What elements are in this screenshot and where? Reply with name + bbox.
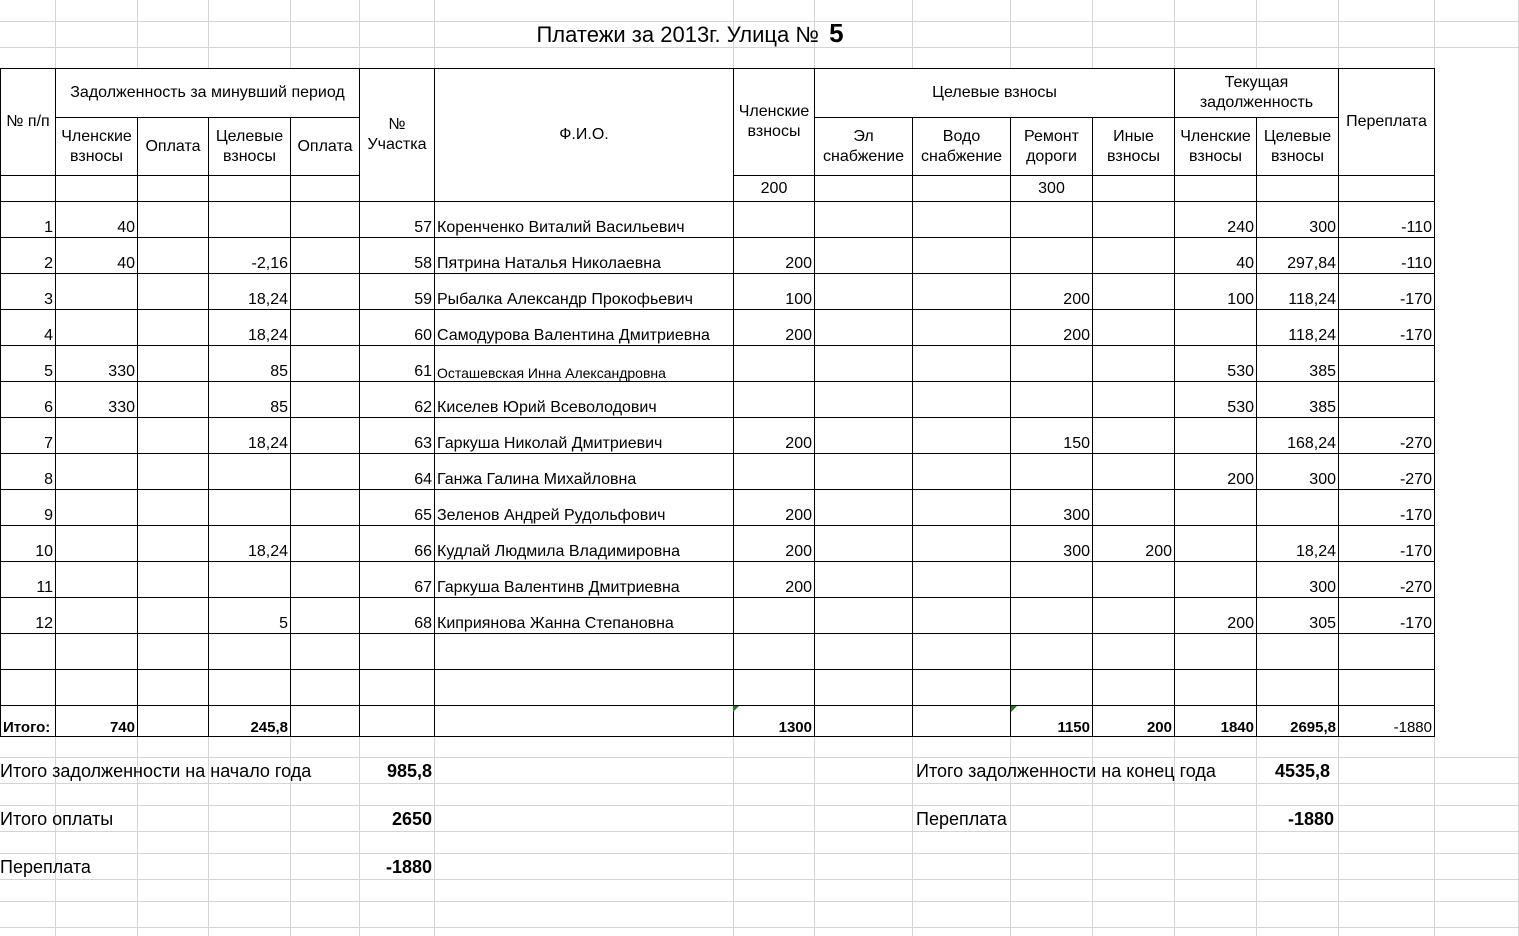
cell[interactable] (1175, 176, 1257, 202)
row-num-cell[interactable]: 5 (1, 346, 56, 382)
other-fees-cell[interactable] (1093, 454, 1175, 490)
table-row (1, 454, 1435, 490)
header-el[interactable]: Эл снабжение (815, 118, 913, 176)
debt-pay1-cell[interactable] (138, 238, 209, 274)
cell[interactable] (913, 176, 1011, 202)
water-supply-cell[interactable] (913, 670, 1011, 706)
water-supply-cell[interactable] (913, 274, 1011, 310)
cur-member-cell[interactable] (1175, 490, 1257, 526)
table-row (1, 274, 1435, 310)
header-num[interactable]: № п/п (1, 69, 56, 176)
total-empty-cell[interactable] (291, 706, 360, 737)
header-cur-member[interactable]: Членские взносы (1175, 118, 1257, 176)
cell[interactable] (1257, 176, 1339, 202)
paid-label[interactable]: Итого оплаты (0, 809, 114, 829)
full-name-cell[interactable]: Осташевская Инна Александровна (435, 346, 734, 382)
cur-member-cell[interactable]: 100 (1175, 274, 1257, 310)
cell[interactable] (815, 176, 913, 202)
debt-target-cell[interactable] (209, 202, 291, 238)
cur-member-cell[interactable]: 530 (1175, 382, 1257, 418)
row-num-cell[interactable]: 3 (1, 274, 56, 310)
plot-number-cell[interactable]: 68 (360, 598, 435, 634)
payments-table (0, 68, 1435, 737)
plot-number-cell[interactable]: 58 (360, 238, 435, 274)
cur-target-cell[interactable]: 18,24 (1257, 526, 1339, 562)
cur-target-cell[interactable] (1257, 634, 1339, 670)
header-member-fees[interactable]: Членские взносы (734, 69, 815, 176)
cur-member-cell[interactable] (1175, 418, 1257, 454)
el-supply-cell[interactable] (815, 202, 913, 238)
cell[interactable] (291, 176, 360, 202)
overpay-right-label[interactable]: Переплата (916, 809, 1007, 829)
header-current-debt[interactable]: Текущая задолженность (1175, 69, 1339, 118)
member-fee-cell[interactable]: 200 (734, 490, 815, 526)
debt-member-cell[interactable]: 40 (56, 238, 138, 274)
road-repair-cell[interactable] (1011, 634, 1093, 670)
el-supply-cell[interactable] (815, 562, 913, 598)
debt-pay1-cell[interactable] (138, 418, 209, 454)
water-supply-cell[interactable] (913, 382, 1011, 418)
other-fees-cell[interactable]: 200 (1093, 526, 1175, 562)
debt-member-cell[interactable] (56, 490, 138, 526)
sheet-title (440, 18, 940, 49)
cur-target-cell[interactable]: 385 (1257, 382, 1339, 418)
debt-member-cell[interactable] (56, 526, 138, 562)
plot-number-cell[interactable]: 63 (360, 418, 435, 454)
road-repair-cell[interactable] (1011, 598, 1093, 634)
debt-pay1-cell[interactable] (138, 382, 209, 418)
total-dm-cell[interactable]: 740 (56, 706, 138, 737)
cur-target-cell[interactable]: 297,84 (1257, 238, 1339, 274)
plot-number-cell[interactable] (360, 634, 435, 670)
debt-member-cell[interactable]: 330 (56, 346, 138, 382)
debt-pay1-cell[interactable] (138, 670, 209, 706)
row-num-cell[interactable]: 4 (1, 310, 56, 346)
water-supply-cell[interactable] (913, 418, 1011, 454)
cur-target-cell[interactable]: 385 (1257, 346, 1339, 382)
el-supply-cell[interactable] (815, 418, 913, 454)
total-dt-cell[interactable]: 245,8 (209, 706, 291, 737)
debt-pay1-cell[interactable] (138, 454, 209, 490)
full-name-cell[interactable]: Рыбалка Александр Прокофьевич (435, 274, 734, 310)
plot-number-cell[interactable]: 57 (360, 202, 435, 238)
overpay-cell[interactable]: -270 (1339, 454, 1435, 490)
header-debt-pay1[interactable]: Оплата (138, 118, 209, 176)
member-fee-cell[interactable] (734, 634, 815, 670)
other-fees-cell[interactable] (1093, 598, 1175, 634)
debt-target-cell[interactable]: 85 (209, 382, 291, 418)
other-fees-cell[interactable] (1093, 418, 1175, 454)
row-num-cell[interactable]: 7 (1, 418, 56, 454)
title-text: Платежи за 2013г. Улица № (536, 22, 819, 47)
plot-number-cell[interactable]: 62 (360, 382, 435, 418)
rate-road[interactable]: 300 (1011, 176, 1093, 202)
other-fees-cell[interactable] (1093, 562, 1175, 598)
full-name-cell[interactable]: Киприянова Жанна Степановна (435, 598, 734, 634)
paid-value[interactable]: 2650 (391, 809, 432, 829)
member-fee-cell[interactable] (734, 382, 815, 418)
debt-pay2-cell[interactable] (291, 454, 360, 490)
member-fee-cell[interactable]: 200 (734, 526, 815, 562)
cell[interactable] (1093, 176, 1175, 202)
overpay-right-value[interactable]: -1880 (1287, 809, 1334, 829)
debt-member-cell[interactable] (56, 310, 138, 346)
cell-warning-marker (1011, 706, 1017, 712)
cell[interactable] (1, 176, 56, 202)
debt-pay1-cell[interactable] (138, 310, 209, 346)
full-name-cell[interactable]: Зеленов Андрей Рудольфович (435, 490, 734, 526)
debt-target-cell[interactable]: 18,24 (209, 274, 291, 310)
debt-pay2-cell[interactable] (291, 562, 360, 598)
debt-pay2-cell[interactable] (291, 202, 360, 238)
road-repair-cell[interactable] (1011, 346, 1093, 382)
total-empty-cell[interactable] (138, 706, 209, 737)
cell[interactable] (1339, 176, 1435, 202)
debt-pay1-cell[interactable] (138, 562, 209, 598)
el-supply-cell[interactable] (815, 634, 913, 670)
debt-pay1-cell[interactable] (138, 490, 209, 526)
cell-warning-marker (733, 706, 739, 712)
other-fees-cell[interactable] (1093, 202, 1175, 238)
debt-pay2-cell[interactable] (291, 274, 360, 310)
el-supply-cell[interactable] (815, 670, 913, 706)
header-fio[interactable]: Ф.И.О. (435, 69, 734, 202)
row-num-cell[interactable]: 12 (1, 598, 56, 634)
debt-target-cell[interactable]: 18,24 (209, 310, 291, 346)
other-fees-cell[interactable] (1093, 382, 1175, 418)
overpay-cell[interactable]: -270 (1339, 418, 1435, 454)
overpay-cell[interactable]: -270 (1339, 562, 1435, 598)
row-num-cell[interactable]: 10 (1, 526, 56, 562)
other-fees-cell[interactable] (1093, 310, 1175, 346)
debt-target-cell[interactable] (209, 670, 291, 706)
debt-pay1-cell[interactable] (138, 274, 209, 310)
total-empty-cell[interactable] (815, 706, 913, 737)
debt-member-cell[interactable]: 40 (56, 202, 138, 238)
overpay-cell[interactable] (1339, 346, 1435, 382)
cur-target-cell[interactable]: 300 (1257, 202, 1339, 238)
table-row (1, 310, 1435, 346)
cur-target-cell[interactable]: 168,24 (1257, 418, 1339, 454)
debt-member-cell[interactable] (56, 598, 138, 634)
other-fees-cell[interactable] (1093, 634, 1175, 670)
road-repair-cell[interactable]: 300 (1011, 526, 1093, 562)
plot-number-cell[interactable]: 66 (360, 526, 435, 562)
water-supply-cell[interactable] (913, 634, 1011, 670)
row-num-cell[interactable]: 11 (1, 562, 56, 598)
header-plot[interactable]: № Участка (360, 69, 435, 202)
overpay-cell[interactable] (1339, 634, 1435, 670)
header-other[interactable]: Иные взносы (1093, 118, 1175, 176)
cur-member-cell[interactable]: 240 (1175, 202, 1257, 238)
debt-pay2-cell[interactable] (291, 670, 360, 706)
debt-member-cell[interactable]: 330 (56, 382, 138, 418)
member-fee-cell[interactable]: 200 (734, 562, 815, 598)
debt-member-cell[interactable] (56, 274, 138, 310)
row-num-cell[interactable]: 9 (1, 490, 56, 526)
full-name-cell[interactable]: Кудлай Людмила Владимировна (435, 526, 734, 562)
debt-start-label[interactable]: Итого задолженности на начало года (0, 761, 312, 781)
header-debt-member[interactable]: Членские взносы (56, 118, 138, 176)
overpay-cell[interactable]: -170 (1339, 274, 1435, 310)
overpay-cell[interactable]: -110 (1339, 202, 1435, 238)
totals-row (1, 706, 1435, 737)
table-row (1, 490, 1435, 526)
full-name-cell[interactable]: Гаркуша Валентинв Дмитриевна (435, 562, 734, 598)
road-repair-cell[interactable]: 150 (1011, 418, 1093, 454)
header-cur-target[interactable]: Целевые взносы (1257, 118, 1339, 176)
debt-pay2-cell[interactable] (291, 310, 360, 346)
other-fees-cell[interactable] (1093, 670, 1175, 706)
header-debt-prev[interactable]: Задолженность за минувший период (56, 69, 360, 118)
debt-pay2-cell[interactable] (291, 598, 360, 634)
cur-member-cell[interactable]: 530 (1175, 346, 1257, 382)
el-supply-cell[interactable] (815, 274, 913, 310)
water-supply-cell[interactable] (913, 310, 1011, 346)
debt-target-cell[interactable]: 5 (209, 598, 291, 634)
cur-target-cell[interactable]: 305 (1257, 598, 1339, 634)
plot-number-cell[interactable]: 65 (360, 490, 435, 526)
row-num-cell[interactable] (1, 670, 56, 706)
full-name-cell[interactable] (435, 634, 734, 670)
total-op-cell[interactable]: -1880 (1339, 706, 1435, 737)
debt-member-cell[interactable] (56, 454, 138, 490)
road-repair-cell[interactable]: 200 (1011, 310, 1093, 346)
debt-target-cell[interactable]: 18,24 (209, 418, 291, 454)
debt-pay2-cell[interactable] (291, 418, 360, 454)
row-num-cell[interactable] (1, 634, 56, 670)
table-row (1, 238, 1435, 274)
plot-number-cell[interactable]: 59 (360, 274, 435, 310)
cur-target-cell[interactable]: 118,24 (1257, 274, 1339, 310)
overpay-cell[interactable]: -170 (1339, 526, 1435, 562)
full-name-cell[interactable] (435, 670, 734, 706)
full-name-cell[interactable]: Самодурова Валентина Дмитриевна (435, 310, 734, 346)
overpay-cell[interactable] (1339, 670, 1435, 706)
total-ot-cell[interactable]: 200 (1093, 706, 1175, 737)
debt-member-cell[interactable] (56, 562, 138, 598)
water-supply-cell[interactable] (913, 598, 1011, 634)
total-empty-cell[interactable] (913, 706, 1011, 737)
cur-member-cell[interactable] (1175, 562, 1257, 598)
member-fee-cell[interactable] (734, 598, 815, 634)
other-fees-cell[interactable] (1093, 490, 1175, 526)
header-target-fees[interactable]: Целевые взносы (815, 69, 1175, 118)
total-rd-cell[interactable]: 1150 (1011, 706, 1093, 737)
table-row (1, 670, 1435, 706)
header-debt-pay2[interactable]: Оплата (291, 118, 360, 176)
water-supply-cell[interactable] (913, 490, 1011, 526)
overpay-cell[interactable] (1339, 382, 1435, 418)
full-name-cell[interactable]: Коренченко Виталий Васильевич (435, 202, 734, 238)
el-supply-cell[interactable] (815, 490, 913, 526)
overpay-cell[interactable]: -110 (1339, 238, 1435, 274)
debt-target-cell[interactable]: 18,24 (209, 526, 291, 562)
el-supply-cell[interactable] (815, 526, 913, 562)
debt-end-value[interactable]: 4535,8 (1274, 761, 1330, 781)
debt-pay2-cell[interactable] (291, 634, 360, 670)
el-supply-cell[interactable] (815, 346, 913, 382)
table-row (1, 382, 1435, 418)
road-repair-cell[interactable] (1011, 454, 1093, 490)
plot-number-cell[interactable]: 67 (360, 562, 435, 598)
debt-pay1-cell[interactable] (138, 202, 209, 238)
debt-pay1-cell[interactable] (138, 526, 209, 562)
table-row (1, 346, 1435, 382)
cur-member-cell[interactable]: 40 (1175, 238, 1257, 274)
cur-member-cell[interactable] (1175, 526, 1257, 562)
cell[interactable] (138, 176, 209, 202)
debt-pay2-cell[interactable] (291, 526, 360, 562)
cur-member-cell[interactable] (1175, 670, 1257, 706)
full-name-cell[interactable]: Ганжа Галина Михайловна (435, 454, 734, 490)
water-supply-cell[interactable] (913, 526, 1011, 562)
row-num-cell[interactable]: 1 (1, 202, 56, 238)
debt-pay2-cell[interactable] (291, 490, 360, 526)
header-water[interactable]: Водо снабжение (913, 118, 1011, 176)
road-repair-cell[interactable] (1011, 562, 1093, 598)
cur-member-cell[interactable]: 200 (1175, 598, 1257, 634)
cur-member-cell[interactable] (1175, 310, 1257, 346)
header-debt-target[interactable]: Целевые взносы (209, 118, 291, 176)
cell[interactable] (56, 176, 138, 202)
other-fees-cell[interactable] (1093, 274, 1175, 310)
debt-member-cell[interactable] (56, 634, 138, 670)
debt-target-cell[interactable]: 85 (209, 346, 291, 382)
debt-pay2-cell[interactable] (291, 382, 360, 418)
cur-target-cell[interactable] (1257, 670, 1339, 706)
debt-target-cell[interactable] (209, 634, 291, 670)
full-name-cell[interactable]: Гаркуша Николай Дмитриевич (435, 418, 734, 454)
debt-pay1-cell[interactable] (138, 634, 209, 670)
cur-member-cell[interactable]: 200 (1175, 454, 1257, 490)
el-supply-cell[interactable] (815, 598, 913, 634)
header-overpay[interactable]: Переплата (1339, 69, 1435, 176)
debt-pay2-cell[interactable] (291, 346, 360, 382)
debt-target-cell[interactable] (209, 454, 291, 490)
row-num-cell[interactable]: 8 (1, 454, 56, 490)
table-row (1, 634, 1435, 670)
overpay-cell[interactable]: -170 (1339, 310, 1435, 346)
table-row (1, 526, 1435, 562)
debt-target-cell[interactable] (209, 562, 291, 598)
debt-pay1-cell[interactable] (138, 346, 209, 382)
row-num-cell[interactable]: 2 (1, 238, 56, 274)
cur-member-cell[interactable] (1175, 634, 1257, 670)
header-road[interactable]: Ремонт дороги (1011, 118, 1093, 176)
member-fee-cell[interactable]: 200 (734, 418, 815, 454)
cell[interactable] (209, 176, 291, 202)
overpay-left-value[interactable]: -1880 (385, 857, 432, 877)
table-row (1, 418, 1435, 454)
water-supply-cell[interactable] (913, 346, 1011, 382)
el-supply-cell[interactable] (815, 454, 913, 490)
other-fees-cell[interactable] (1093, 346, 1175, 382)
debt-end-label[interactable]: Итого задолженности на конец года (916, 761, 1216, 781)
debt-member-cell[interactable] (56, 418, 138, 454)
total-ct-cell[interactable]: 2695,8 (1257, 706, 1339, 737)
member-fee-cell[interactable]: 100 (734, 274, 815, 310)
total-empty-cell[interactable] (360, 706, 435, 737)
rate-member[interactable]: 200 (734, 176, 815, 202)
debt-pay2-cell[interactable] (291, 238, 360, 274)
debt-target-cell[interactable] (209, 490, 291, 526)
road-repair-cell[interactable] (1011, 202, 1093, 238)
plot-number-cell[interactable] (360, 670, 435, 706)
table-row (1, 202, 1435, 238)
plot-number-cell[interactable]: 64 (360, 454, 435, 490)
water-supply-cell[interactable] (913, 454, 1011, 490)
road-repair-cell[interactable] (1011, 670, 1093, 706)
row-num-cell[interactable]: 6 (1, 382, 56, 418)
cur-target-cell[interactable]: 300 (1257, 562, 1339, 598)
total-mf-cell[interactable]: 1300 (734, 706, 815, 737)
road-repair-cell[interactable]: 200 (1011, 274, 1093, 310)
total-cm-cell[interactable]: 1840 (1175, 706, 1257, 737)
cur-target-cell[interactable]: 118,24 (1257, 310, 1339, 346)
overpay-cell[interactable]: -170 (1339, 598, 1435, 634)
full-name-cell[interactable]: Киселев Юрий Всеволодович (435, 382, 734, 418)
total-label-cell[interactable]: Итого: (1, 706, 56, 737)
member-fee-cell[interactable] (734, 670, 815, 706)
water-supply-cell[interactable] (913, 238, 1011, 274)
member-fee-cell[interactable]: 200 (734, 310, 815, 346)
el-supply-cell[interactable] (815, 382, 913, 418)
cur-target-cell[interactable]: 300 (1257, 454, 1339, 490)
plot-number-cell[interactable]: 60 (360, 310, 435, 346)
table-row (1, 598, 1435, 634)
payments-table-container (0, 68, 1435, 737)
total-empty-cell[interactable] (435, 706, 734, 737)
member-fee-cell[interactable]: 200 (734, 238, 815, 274)
el-supply-cell[interactable] (815, 310, 913, 346)
road-repair-cell[interactable]: 300 (1011, 490, 1093, 526)
cur-target-cell[interactable] (1257, 490, 1339, 526)
water-supply-cell[interactable] (913, 202, 1011, 238)
table-row (1, 562, 1435, 598)
road-repair-cell[interactable] (1011, 238, 1093, 274)
overpay-left-label[interactable]: Переплата (0, 857, 91, 877)
member-fee-cell[interactable] (734, 454, 815, 490)
overpay-cell[interactable]: -170 (1339, 490, 1435, 526)
plot-number-cell[interactable]: 61 (360, 346, 435, 382)
member-fee-cell[interactable] (734, 202, 815, 238)
debt-target-cell[interactable]: -2,16 (209, 238, 291, 274)
water-supply-cell[interactable] (913, 562, 1011, 598)
el-supply-cell[interactable] (815, 238, 913, 274)
debt-start-value[interactable]: 985,8 (386, 761, 432, 781)
full-name-cell[interactable]: Пятрина Наталья Николаевна (435, 238, 734, 274)
street-number: 5 (829, 18, 844, 48)
debt-pay1-cell[interactable] (138, 598, 209, 634)
debt-member-cell[interactable] (56, 670, 138, 706)
member-fee-cell[interactable] (734, 346, 815, 382)
other-fees-cell[interactable] (1093, 238, 1175, 274)
road-repair-cell[interactable] (1011, 382, 1093, 418)
